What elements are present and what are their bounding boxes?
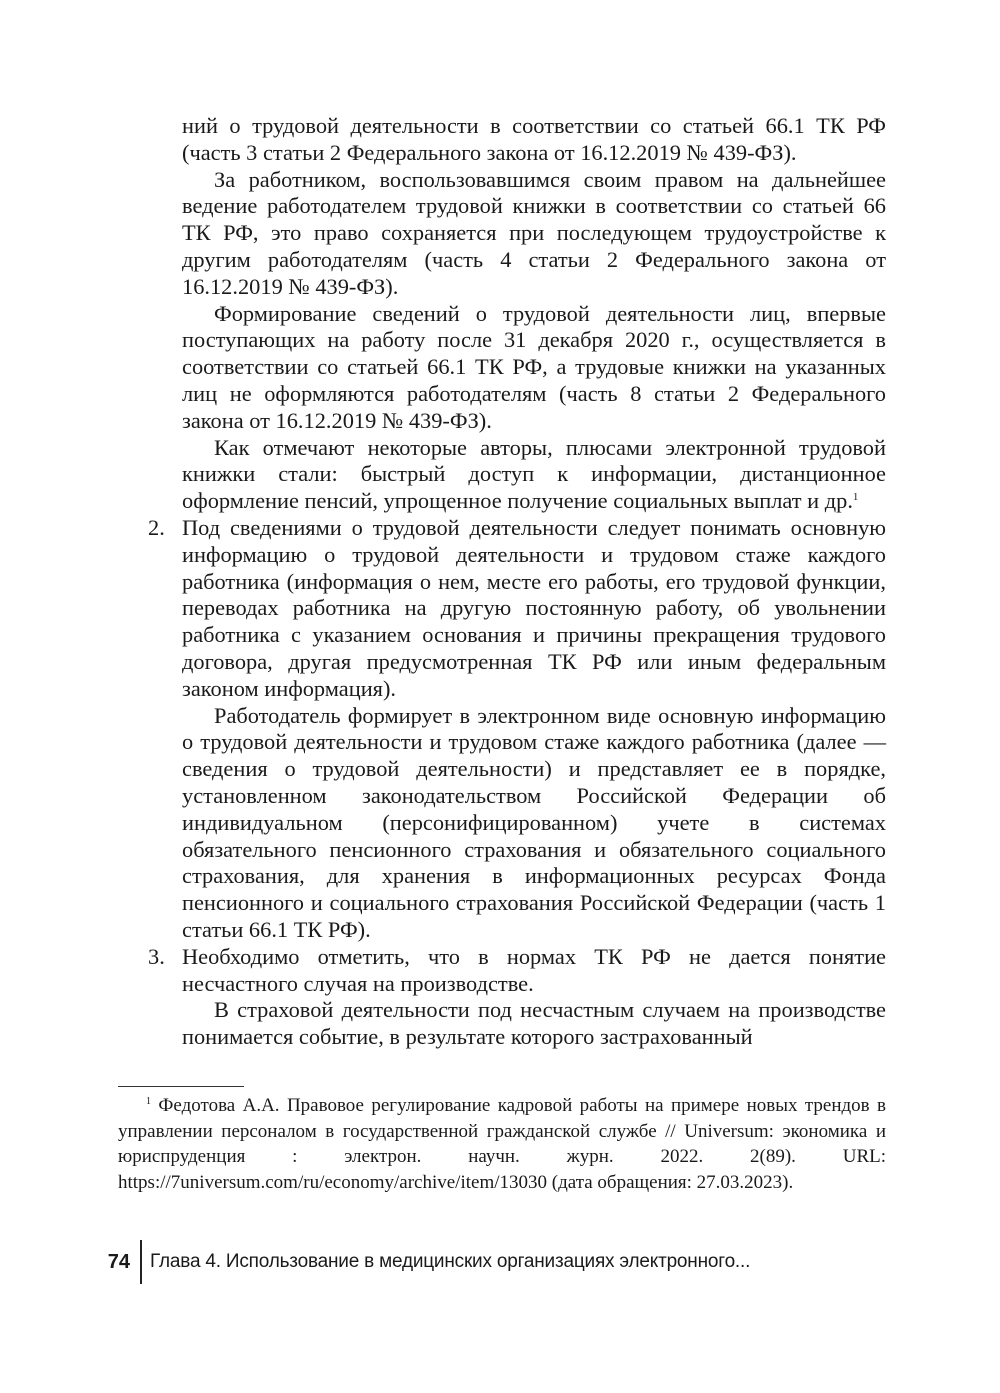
paragraph-text: За работником, воспользовавшимся своим правом на дальнейшее ведение работодателем трудовой книжки в соответствии со статьей 66 ТК РФ, это право сохраняется при последующем трудоустройстве к другим работодателям (часть 4 статьи 2 Федерального закона от 16.12.2019 № 439-ФЗ). [182,166,886,299]
paragraph [182,435,886,515]
footer-separator [140,1240,142,1284]
footnote-text: Федотова А.А. Правовое регулирование кадровой работы на примере новых трендов в управлении персоналом в государственной гражданской службе // Universum: экономика и юриспруденция : электрон. научн. журн. 2022. 2(89). URL: https://7universum.com/ru/economy/archive/item/13030 (дата обращения: 27.03.2023). [118,1095,886,1193]
paragraph [182,997,886,1051]
paragraph-text: Как отмечают некоторые авторы, плюсами электронной трудовой книжки стали: быстрый доступ к информации, дистанционное оформление пенсий, упрощенное получение социальных выплат и др. [182,434,886,514]
paragraph [182,301,886,435]
paragraph [182,167,886,301]
item-text: Необходимо отметить, что в нормах ТК РФ не дается понятие несчастного случая на производстве. [182,943,886,996]
paragraph-text: В страховой деятельности под несчастным случаем на производстве понимается событие, в результате которого застрахованный [182,997,886,1050]
footnote-reference[interactable]: 1 [852,491,859,504]
item-text: Под сведениями о трудовой деятельности следует понимать основную информацию о трудовой деятельности и трудовом стаже каждого работника (информация о нем, месте его работы, его трудовой функции, переводах работника на другую постоянную работу, об увольнении работника с указанием основания и причины прекращения трудового договора, другая предусмотренная ТК РФ или иным федеральным законом информация). [182,514,886,701]
numbered-item-3 [148,943,886,998]
footnote [118,1093,886,1195]
running-footer [100,1240,750,1284]
paragraph-text: Формирование сведений о трудовой деятельности лиц, впервые поступающих на работу после 31 декабря 2020 г., осуществляется в соответствии со статьей 66.1 ТК РФ, а трудовые книжки на указанных лиц не оформляются работодателям (часть 8 статьи 2 Федерального закона от 16.12.2019 № 439-ФЗ). [182,300,886,433]
footnote-marker: 1 [146,1096,151,1107]
paragraph-text: ний о трудовой деятельности в соответствии со статьей 66.1 ТК РФ (часть 3 статьи 2 Федерального закона от 16.12.2019 № 439-ФЗ). [182,113,886,165]
footnote-divider [118,1086,244,1087]
numbered-item-2 [148,514,886,703]
page-number: 74 [107,1250,130,1273]
chapter-title: Глава 4. Использование в медицинских организациях электронного... [150,1251,751,1272]
item-number: 2. [148,514,165,540]
item-number: 3. [148,943,165,969]
paragraph-continuation [182,113,886,167]
paragraph-text: Работодатель формирует в электронном виде основную информацию о трудовой деятельности и трудовом стаже каждого работника (далее — сведения о трудовой деятельности) и представляет ее в порядке, установленном законодательством Российской Федерации об индивидуальном (персонифицированном) учете в системах обязательного пенсионного страхования и обязательного социального страхования, для хранения в информационных ресурсах Фонда пенсионного и социального страхования Российской Федерации (часть 1 статьи 66.1 ТК РФ). [182,702,886,942]
body-text [148,113,886,1051]
paragraph [182,703,886,944]
